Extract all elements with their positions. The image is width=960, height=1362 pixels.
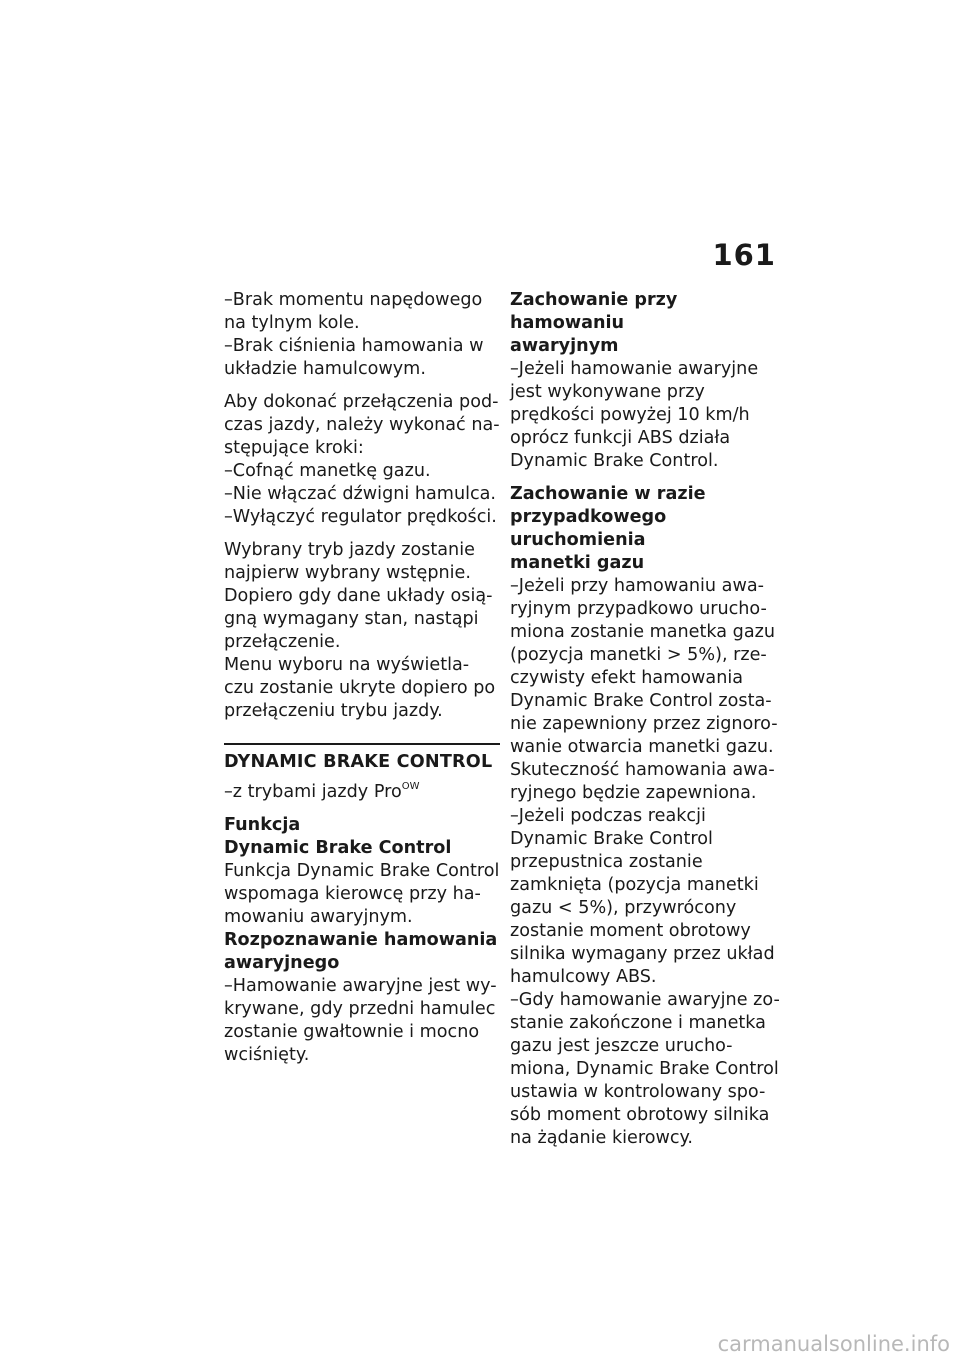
paragraph-preselect: Wybrany tryb jazdy zostanie najpierw wybrany wstępnie. Dopiero gdy dane układy osią- gną wymagany stan, nastąpi przełączenie. [224, 540, 493, 652]
heading-detection: Rozpoznawanie hamowania awaryjnego [224, 930, 498, 973]
bullet-brake-lever: –Nie włączać dźwigni hamulca. [224, 484, 497, 504]
section-title: DYNAMIC BRAKE CONTROL [224, 752, 493, 772]
heading-function: Funkcja Dynamic Brake Control [224, 815, 452, 858]
bullet-cruise-control: –Wyłączyć regulator prędkości. [224, 507, 497, 527]
page-number: 161 [712, 238, 776, 272]
bullet-detection: –Hamowanie awaryjne jest wy- krywane, gdy przedni hamulec zostanie gwałtownie i mocno wciśnięty. [224, 976, 497, 1065]
bullet-above-10kmh: –Jeżeli hamowanie awaryjne jest wykonywane przy prędkości powyżej 10 km/h oprócz funkcji ABS działa Dynamic Brake Control. [510, 359, 759, 471]
bullet-throttle: –Cofnąć manetkę gazu. [224, 461, 431, 481]
bullet-throttle-ignored: –Jeżeli przy hamowaniu awa- ryjnym przypadkowo urucho- miona zostanie manetka gazu (pozycja manetki > 5%), rze- czywisty efekt hamowania Dynamic Brake Control zosta- nie zapewniony przez zignoro- wanie otwarcia manetki gazu. Skuteczność hamowania awa- ryjnego będzie zapewniona. [510, 576, 778, 803]
section-divider [224, 743, 500, 745]
paragraph-menu-hidden: Menu wyboru na wyświetla- czu zostanie ukryte dopiero po przełączeniu trybu jazdy. [224, 655, 496, 721]
right-column [510, 289, 792, 1150]
watermark: carmanualsonline.info [717, 1332, 950, 1356]
bullet-no-brake-pressure: –Brak ciśnienia hamowania w układzie hamulcowym. [224, 336, 484, 379]
bullet-braking-ended: –Gdy hamowanie awaryjne zo- stanie zakończone i manetka gazu jest jeszcze urucho- miona, Dynamic Brake Control ustawia w kontrolowany spo- sób moment obrotowy silnika na żądanie kierowcy. [510, 990, 780, 1148]
heading-accidental-throttle: Zachowanie w razie przypadkowego uruchomienia manetki gazu [510, 484, 706, 573]
paragraph-function: Funkcja Dynamic Brake Control wspomaga kierowcę przy ha- mowaniu awaryjnym. [224, 861, 500, 927]
bullet-no-drive-torque: –Brak momentu napędowego na tylnym kole. [224, 290, 483, 333]
bullet-throttle-closed: –Jeżeli podczas reakcji Dynamic Brake Control przepustnica zostanie zamknięta (pozycja manetki gazu < 5%), przywrócony zostanie moment obrotowy silnika wymagany przez układ hamulcowy ABS. [510, 806, 775, 987]
paragraph-switch-steps: Aby dokonać przełączenia pod- czas jazdy, należy wykonać na- stępujące kroki: [224, 392, 500, 458]
heading-emergency-behavior: Zachowanie przy hamowaniu awaryjnym [510, 290, 678, 356]
mode-superscript: OW [401, 781, 420, 792]
left-column [224, 289, 500, 1067]
mode-line: –z trybami jazdy Pro$^{OW}$ [224, 781, 420, 802]
